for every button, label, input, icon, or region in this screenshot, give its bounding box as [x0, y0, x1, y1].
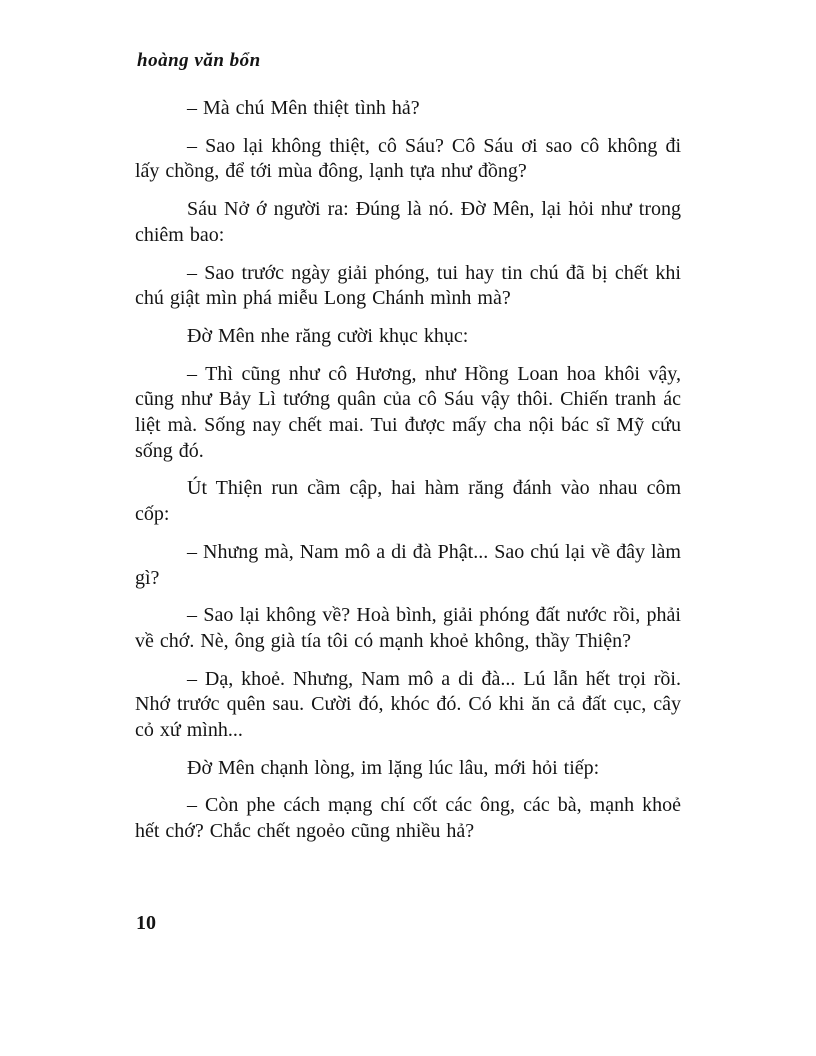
page-number: 10 — [136, 912, 156, 934]
body-paragraph: – Sao trước ngày giải phóng, tui hay tin chú đã bị chết khi chú giật mìn phá miễu Long Chánh mình mà? — [135, 261, 681, 310]
running-header-author: hoàng văn bổn — [137, 50, 261, 71]
body-paragraph: – Nhưng mà, Nam mô a di đà Phật... Sao chú lại về đây làm gì? — [135, 540, 681, 589]
body-paragraph: Đờ Mên nhe răng cười khục khục: — [187, 324, 469, 347]
body-paragraph: – Mà chú Mên thiệt tình hả? — [187, 97, 420, 119]
body-paragraph: – Sao lại không về? Hoà bình, giải phóng đất nước rồi, phải về chớ. Nè, ông già tía tôi có mạnh khoẻ không, thầy Thiện? — [135, 604, 681, 652]
body-paragraph: – Còn phe cách mạng chí cốt các ông, các bà, mạnh khoẻ hết chớ? Chắc chết ngoẻo cũng nhiều hả? — [135, 794, 681, 843]
body-paragraph: – Dạ, khoẻ. Nhưng, Nam mô a di đà... Lú lẫn hết trọi rồi. Nhớ trước quên sau. Cười đó, khóc đó. Có khi ăn cả đất cục, cây cỏ xứ mình... — [135, 667, 681, 742]
body-paragraph: – Thì cũng như cô Hương, như Hồng Loan hoa khôi vậy, cũng như Bảy Lì tướng quân của cô Sáu vậy thôi. Chiến tranh ác liệt mà. Sống nay chết mai. Tui được mấy cha nội bác sĩ Mỹ cứu sống đó. — [135, 362, 681, 462]
body-paragraph: Sáu Nở ớ người ra: Đúng là nó. Đờ Mên, lại hỏi như trong chiêm bao: — [135, 198, 681, 246]
body-paragraph: Đờ Mên chạnh lòng, im lặng lúc lâu, mới hỏi tiếp: — [187, 756, 600, 779]
body-paragraph: Út Thiện run cầm cập, hai hàm răng đánh vào nhau côm cốp: — [135, 477, 681, 526]
body-paragraph: – Sao lại không thiệt, cô Sáu? Cô Sáu ơi sao cô không đi lấy chồng, để tới mùa đông, lạnh tựa như đồng? — [135, 134, 681, 183]
body-text — [135, 96, 681, 857]
